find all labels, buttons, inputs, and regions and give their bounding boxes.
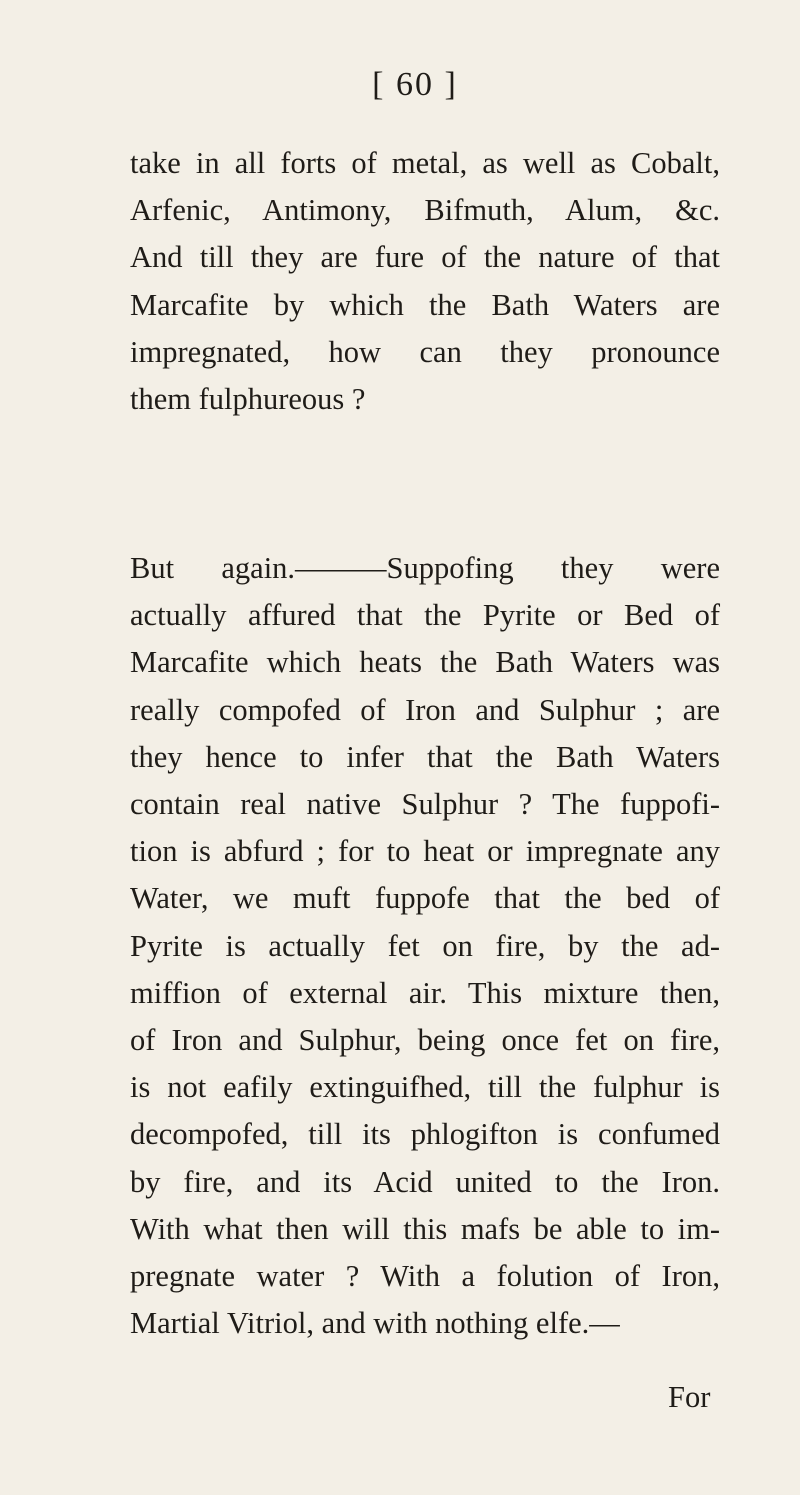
text-line: really compofed of Iron and Sulphur ; are (130, 692, 720, 727)
text-line: miffion of external air. This mixture then, (130, 975, 720, 1010)
text-line: contain real native Sulphur ? The fuppofi- (130, 787, 720, 822)
text-line: Water, we muft fuppofe that the bed of (130, 881, 720, 916)
text-line: of Iron and Sulphur, being once fet on fire, (130, 1023, 720, 1058)
catchword: For (668, 1380, 711, 1414)
text-line: pregnate water ? With a folution of Iron, (130, 1259, 720, 1294)
text-line: Martial Vitriol, and with nothing elfe.— (130, 1306, 620, 1341)
text-line: Marcafite by which the Bath Waters are (130, 287, 720, 322)
text-line: tion is abfurd ; for to heat or impregnate any (130, 834, 720, 869)
page-number: [ 60 ] (372, 66, 458, 103)
text-line: And till they are fure of the nature of that (130, 240, 720, 275)
text-line: is not eafily extinguifhed, till the fulphur is (130, 1070, 720, 1105)
text-line: But again.———Suppofing they were (130, 551, 720, 585)
paragraph-2 (130, 545, 720, 1347)
text-line: Arfenic, Antimony, Bifmuth, Alum, &c. (130, 193, 720, 228)
text-line: them fulphureous ? (130, 382, 366, 417)
text-line: Pyrite is actually fet on fire, by the ad- (130, 928, 720, 963)
text-line: impregnated, how can they pronounce (130, 334, 720, 369)
text-line: by fire, and its Acid united to the Iron. (130, 1164, 720, 1199)
text-line: they hence to infer that the Bath Waters (130, 739, 720, 774)
text-line: decompofed, till its phlogifton is confumed (130, 1117, 720, 1152)
text-line: take in all forts of metal, as well as Cobalt, (130, 146, 720, 180)
paragraph-1 (130, 140, 720, 423)
text-line: actually affured that the Pyrite or Bed of (130, 598, 720, 633)
text-line: With what then will this mafs be able to im- (130, 1211, 720, 1246)
text-line: Marcafite which heats the Bath Waters was (130, 645, 720, 680)
